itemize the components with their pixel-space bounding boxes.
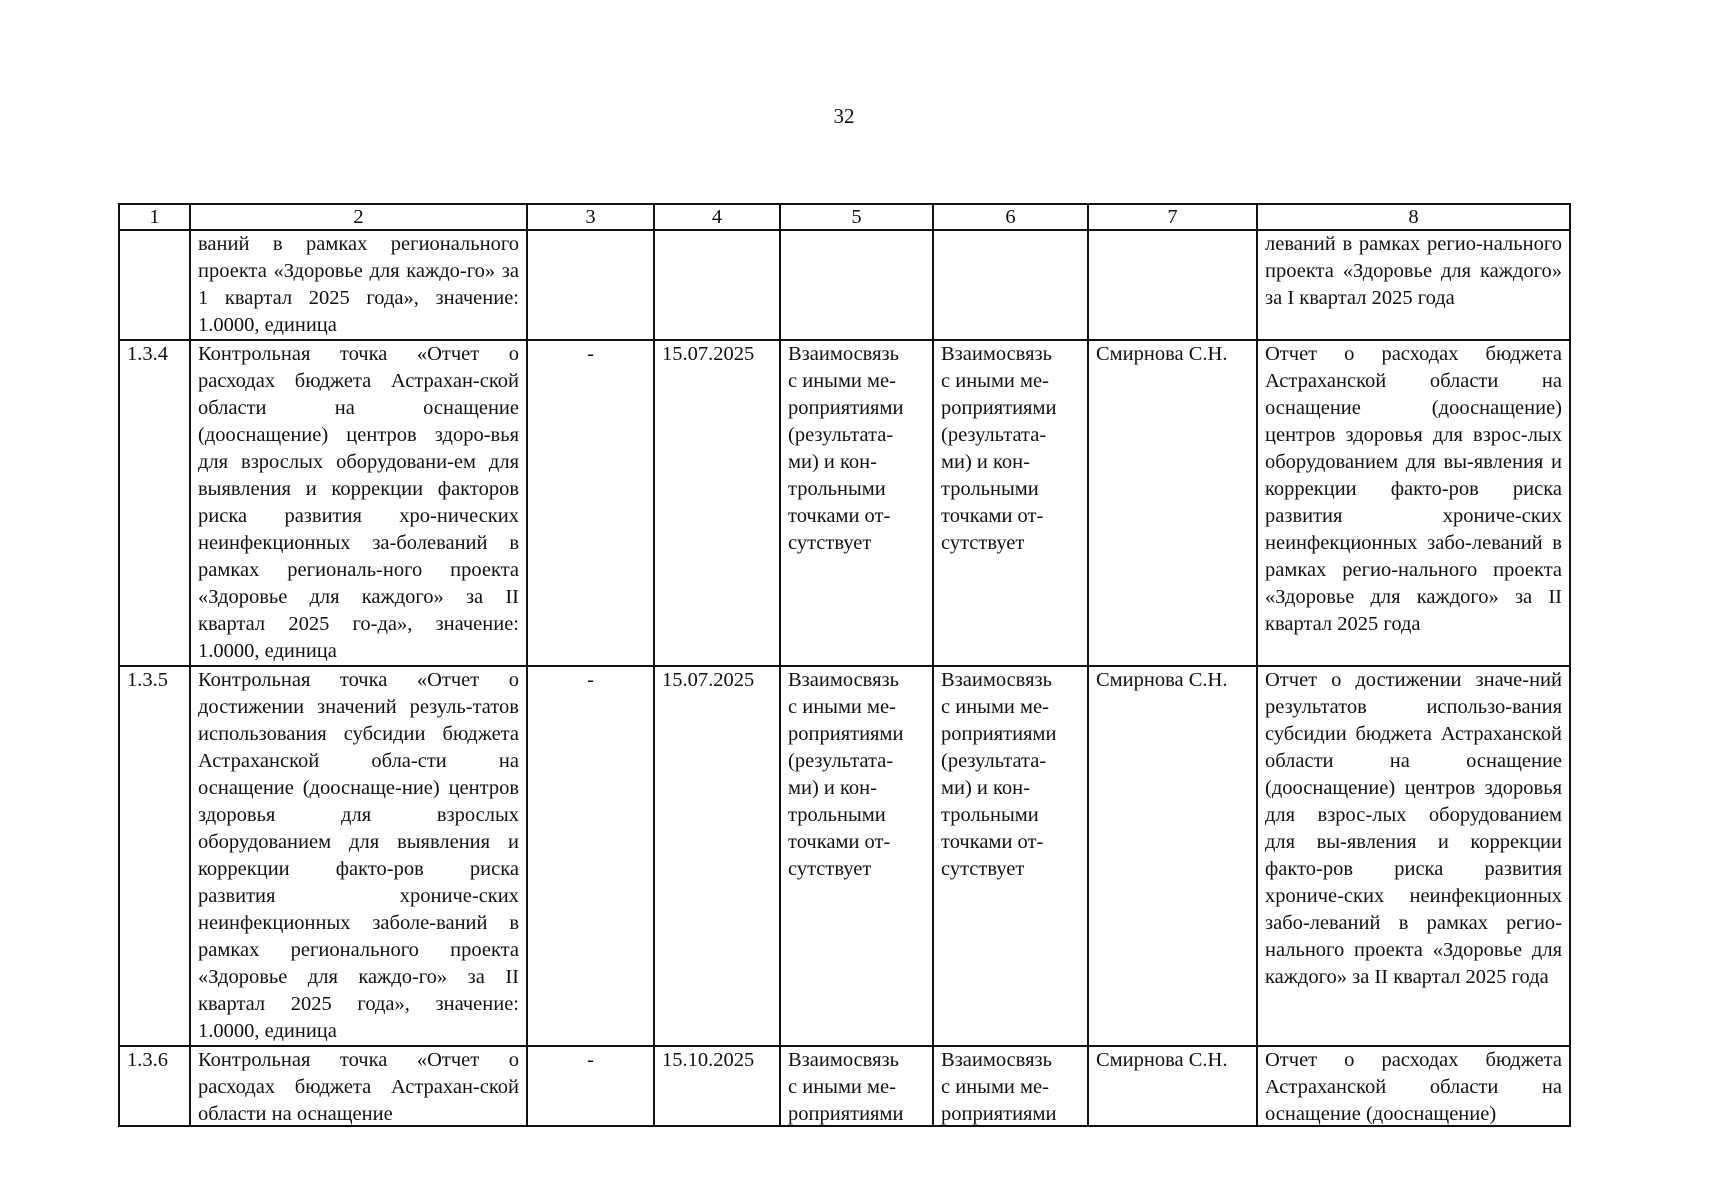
cell-col3: - [527, 340, 654, 666]
table-header-row [119, 204, 1570, 230]
column-header-1: 1 [119, 204, 190, 230]
cell-date: 15.07.2025 [654, 666, 780, 1046]
cell-responsible: Смирнова С.Н. [1088, 666, 1257, 1046]
cell-responsible-text: Смирнова С.Н. [1096, 1049, 1228, 1071]
cell-date: 15.07.2025 [654, 340, 780, 666]
cell-number-text: 1.3.6 [127, 1049, 168, 1071]
cell-date [654, 1046, 780, 1126]
cell-responsible [1088, 1046, 1257, 1126]
page-number: 32 [833, 104, 855, 128]
table-row-continuation [119, 230, 1570, 340]
cell-number [119, 230, 190, 340]
cell-col3-text: - [587, 1049, 594, 1071]
cell-col3 [527, 1046, 654, 1126]
cell-description-text: Контрольная точка «Отчет о расходах бюджета Астрахан-ской области на оснащение [198, 1049, 519, 1125]
cell-description: ваний в рамках регионального проекта «Здоровье для каждо-го» за 1 квартал 2025 года», значение: 1.0000, единица [190, 230, 527, 340]
cell-col3: - [527, 666, 654, 1046]
cell-col5 [780, 230, 933, 340]
cell-description: Контрольная точка «Отчет о расходах бюджета Астрахан-ской области на оснащение (дооснащение) центров здоро-вья для взрослых оборудовани-ем для выявления и коррекции факторов риска развития хро-нических неинфекционных за-болеваний в рамках региональ-ного проекта «Здоровье для каждого» за II квартал 2025 го-да», значение: 1.0000, единица [190, 340, 527, 666]
table-row [119, 666, 1570, 1046]
cell-col6: Взаимосвязь с иными ме- роприятиями (результата- ми) и кон- трольными точками от- сутствует [933, 340, 1088, 666]
cell-col5: Взаимосвязь с иными ме- роприятиями (результата- ми) и кон- трольными точками от- сутствует [780, 666, 933, 1046]
cell-number: 1.3.5 [119, 666, 190, 1046]
cell-result: Отчет о расходах бюджета Астраханской области на оснащение (дооснащение) центров здоровья для взрос-лых оборудованием для вы-явления и коррекции факто-ров риска развития хрониче-ских неинфекционных забо-леваний в рамках регио-нального проекта «Здоровье для каждого» за II квартал 2025 года [1257, 340, 1570, 666]
cell-responsible: Смирнова С.Н. [1088, 340, 1257, 666]
cell-responsible [1088, 230, 1257, 340]
cell-result: Отчет о достижении значе-ний результатов использо-вания субсидии бюджета Астраханской области на оснащение (дооснащение) центров здоровья для взрос-лых оборудованием для вы-явления и коррекции факто-ров риска развития хрониче-ских неинфекционных забо-леваний в рамках регио-нального проекта «Здоровье для каждого» за II квартал 2025 года [1257, 666, 1570, 1046]
cell-col5-text: Взаимосвязь с иными ме- роприятиями [788, 1049, 904, 1125]
cell-col6: Взаимосвязь с иными ме- роприятиями (результата- ми) и кон- трольными точками от- сутствует [933, 666, 1088, 1046]
column-header-2: 2 [190, 204, 527, 230]
cell-date [654, 230, 780, 340]
cell-col6-text: Взаимосвязь с иными ме- роприятиями [941, 1049, 1057, 1125]
cell-col5 [780, 1046, 933, 1126]
cell-col6 [933, 230, 1088, 340]
cell-description [190, 1046, 527, 1126]
column-header-7: 7 [1088, 204, 1257, 230]
cell-result [1257, 1046, 1570, 1126]
cell-description: Контрольная точка «Отчет о достижении значений резуль-татов использования субсидии бюджета Астраханской обла-сти на оснащение (дооснаще-ние) центров здоровья для взрослых оборудованием для выявления и коррекции факто-ров риска развития хрониче-ских неинфекционных заболе-ваний в рамках регионального проекта «Здоровье для каждо-го» за II квартал 2025 года», значение: 1.0000, единица [190, 666, 527, 1046]
column-header-3: 3 [527, 204, 654, 230]
data-table [118, 203, 1571, 1127]
column-header-5: 5 [780, 204, 933, 230]
cell-result-text: Отчет о расходах бюджета Астраханской области на оснащение (дооснащение) [1265, 1049, 1562, 1125]
cell-date-text: 15.10.2025 [662, 1049, 755, 1071]
table-row [119, 340, 1570, 666]
cell-col5: Взаимосвязь с иными ме- роприятиями (результата- ми) и кон- трольными точками от- сутствует [780, 340, 933, 666]
cell-number [119, 1046, 190, 1126]
cell-col3 [527, 230, 654, 340]
column-header-6: 6 [933, 204, 1088, 230]
column-header-8: 8 [1257, 204, 1570, 230]
cell-result: леваний в рамках регио-нального проекта «Здоровье для каждого» за I квартал 2025 года [1257, 230, 1570, 340]
cell-col6 [933, 1046, 1088, 1126]
table-row [119, 1046, 1570, 1126]
cell-number: 1.3.4 [119, 340, 190, 666]
column-header-4: 4 [654, 204, 780, 230]
